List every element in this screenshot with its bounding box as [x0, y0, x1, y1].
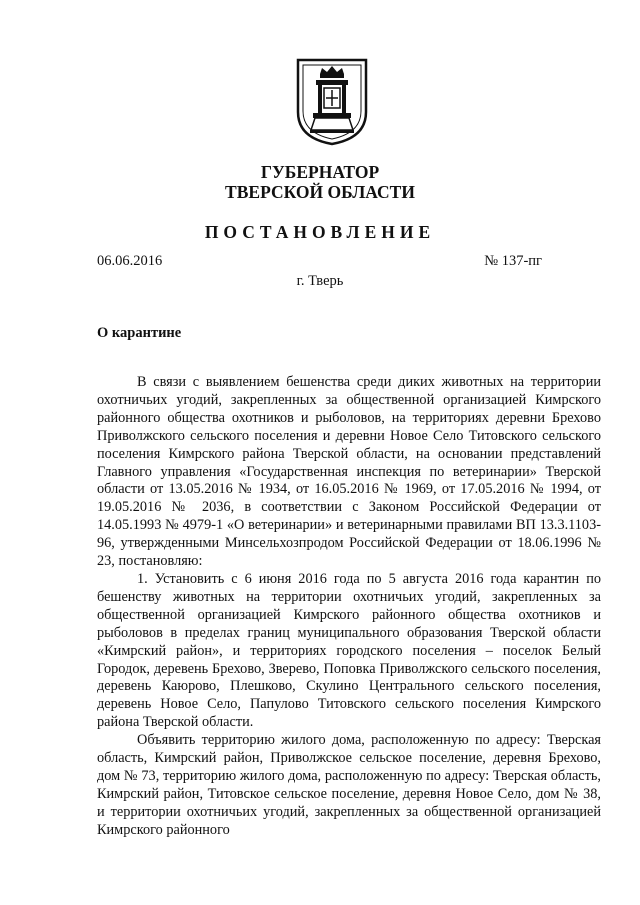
body-paragraph: Объявить территорию жилого дома, расположенную по адресу: Тверская область, Кимрский район, Приволжское сельское поселение, деревня Брехово, дом № 73, территорию жилого дома, расположенную по адресу: Тверская область, Кимрский район, Титовское сельское поселение, деревня Новое Село, дом № 38, и территории охотничьих угодий, закрепленных за общественной организацией Кимрского районного	[97, 732, 601, 838]
header-title-line1: ГУБЕРНАТОР	[260, 162, 380, 182]
body-paragraph: 1. Установить с 6 июня 2016 года по 5 августа 2016 года карантин по бешенству животных на территории охотничьих угодий, закрепленных за общественной организацией Кимрского районного общества охотников и рыболовов в пределах границ муниципального образования Тверской области «Кимрский район», и территориях городского поселения – поселок Белый Городок, деревень Брехово, Зверево, Поповка Приволжского сельского поселения, деревень Каюрово, Плешково, Скулино Центрального сельского поселения, деревень Новое Село, Папулово Титовского сельского поселения Кимрского района Тверской области.	[97, 570, 601, 731]
document-city: г. Тверь	[296, 273, 344, 289]
document-date: 06.06.2016	[97, 253, 163, 269]
header-title-line2: ТВЕРСКОЙ ОБЛАСТИ	[225, 182, 415, 202]
document-number: № 137-пг	[484, 253, 542, 269]
body-paragraph: В связи с выявлением бешенства среди диких животных на территории охотничьих угодий, закрепленных за общественной организацией Кимрского районного общества охотников и рыболовов, на территориях деревни Брехово Приволжского сельского поселения и деревни Новое Село Титовского сельского поселения Кимрского района Тверской области, на основании представлений Главного управления «Государственная инспекция по ветеринарии» Тверской области от 13.05.2016 № 1934, от 16.05.2016 № 1969, от 17.05.2016 № 1994, от 19.05.2016 № 2036, в соответствии с Законом Российской Федерации от 14.05.1993 № 4979-1 «О ветеринарии» и ветеринарными правилами ВП 13.3.1103-96, утвержденными Минсельхозпродом Российской Федерации от 18.06.1996 № 23, постановляю:	[97, 374, 601, 570]
document-body	[97, 374, 601, 840]
document-subject: О карантине	[97, 325, 182, 341]
coat-of-arms-emblem	[296, 58, 368, 146]
document-type: ПОСТАНОВЛЕНИЕ	[204, 222, 436, 242]
